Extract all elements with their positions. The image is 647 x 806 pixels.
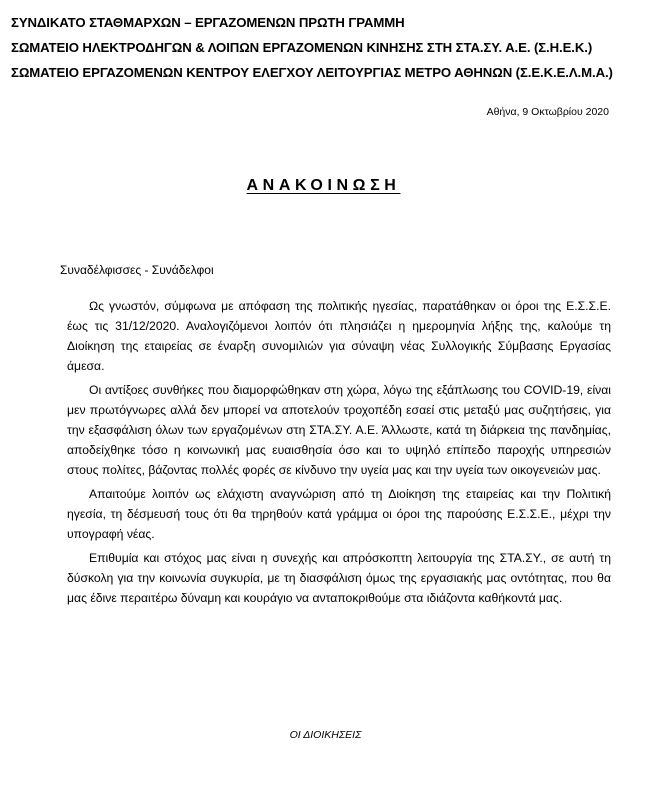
union-name-train-drivers: ΣΩΜΑΤΕΙΟ ΗΛΕΚΤΡΟΔΗΓΩΝ & ΛΟΙΠΩΝ ΕΡΓΑΖΟΜΕΝΩΝ ΚΙΝΗΣΗΣ ΣΤΗ ΣΤΑ.ΣΥ. Α.Ε. (Σ.Η.Ε.Κ.) — [11, 40, 593, 55]
union-name-station-masters: ΣΥΝΔΙΚΑΤΟ ΣΤΑΘΜΑΡΧΩΝ – ΕΡΓΑΖΟΜΕΝΩΝ ΠΡΩΤΗ ΓΡΑΜΜΗ — [11, 15, 405, 30]
paragraph-demand-commitment: Απαιτούμε λοιπόν ως ελάχιστη αναγνώριση από τη Διοίκηση της εταιρείας και την Πολιτική ηγεσία, τη δέσμευσή τους ότι θα τηρηθούν κατά γράμμα οι όροι της παρούσης Ε.Σ.Σ.Ε., μέχρι την υπογραφή νέας. — [67, 487, 611, 541]
letterhead — [11, 10, 641, 85]
announcement-body — [67, 296, 611, 612]
paragraph-collective-agreement: Ως γνωστόν, σύμφωνα με απόφαση της πολιτικής ηγεσίας, παρατάθηκαν οι όροι της Ε.Σ.Σ.Ε. έως τις 31/12/2020. Αναλογιζόμενοι λοιπόν ότι πλησιάζει η ημερομηνία λήξης της, καλούμε τη Διοίκηση της εταιρείας σε έναρξη συνομιλιών για σύναψη νέας Συλλογικής Σύμβασης Εργασίας άμεσα. — [67, 299, 611, 373]
salutation: Συναδέλφισσες - Συνάδελφοι — [60, 263, 214, 277]
document-title: ΑΝΑΚΟΙΝΩΣΗ — [246, 177, 401, 194]
paragraph-goal-operation: Επιθυμία και στόχος μας είναι η συνεχής και απρόσκοπτη λειτουργία της ΣΤΑ.ΣΥ., σε αυτή τη δύσκολη για την κοινωνία συγκυρία, με τη διασφάλιση όμως της εργασιακής μας οντότητας, που θα μας έδινε περαιτέρω δύναμη και κουράγιο να ανταποκριθούμε στα ιδιάζοντα καθήκοντά μας. — [67, 551, 611, 605]
document-date: Αθήνα, 9 Οκτωβρίου 2020 — [486, 106, 609, 118]
signature: ΟΙ ΔΙΟΙΚΗΣΕΙΣ — [289, 729, 362, 741]
paragraph-covid-conditions: Οι αντίξοες συνθήκες που διαμορφώθηκαν στη χώρα, λόγω της εξάπλωσης του COVID-19, είναι μεν πρωτόγνωρες αλλά δεν μπορεί να αποτελούν τροχοπέδη εσαεί στις μεταξύ μας συζητήσεις, για την εξασφάλιση όλων των εργαζομένων στη ΣΤΑ.ΣΥ. Α.Ε. Άλλωστε, κατά τη διάρκεια της πανδημίας, αποδείχθηκε τόσο η κοινωνική μας ευαισθησία όσο και το υψηλό επίπεδο παροχής υπηρεσιών στους πολίτες, βάζοντας πολλές φορές σε κίνδυνο την υγεία μας και την υγεία των οικογενειών μας. — [67, 383, 611, 477]
union-name-control-center: ΣΩΜΑΤΕΙΟ ΕΡΓΑΖΟΜΕΝΩΝ ΚΕΝΤΡΟΥ ΕΛΕΓΧΟΥ ΛΕΙΤΟΥΡΓΙΑΣ ΜΕΤΡΟ ΑΘΗΝΩΝ (Σ.Ε.Κ.Ε.Λ.Μ.Α.) — [11, 65, 613, 80]
